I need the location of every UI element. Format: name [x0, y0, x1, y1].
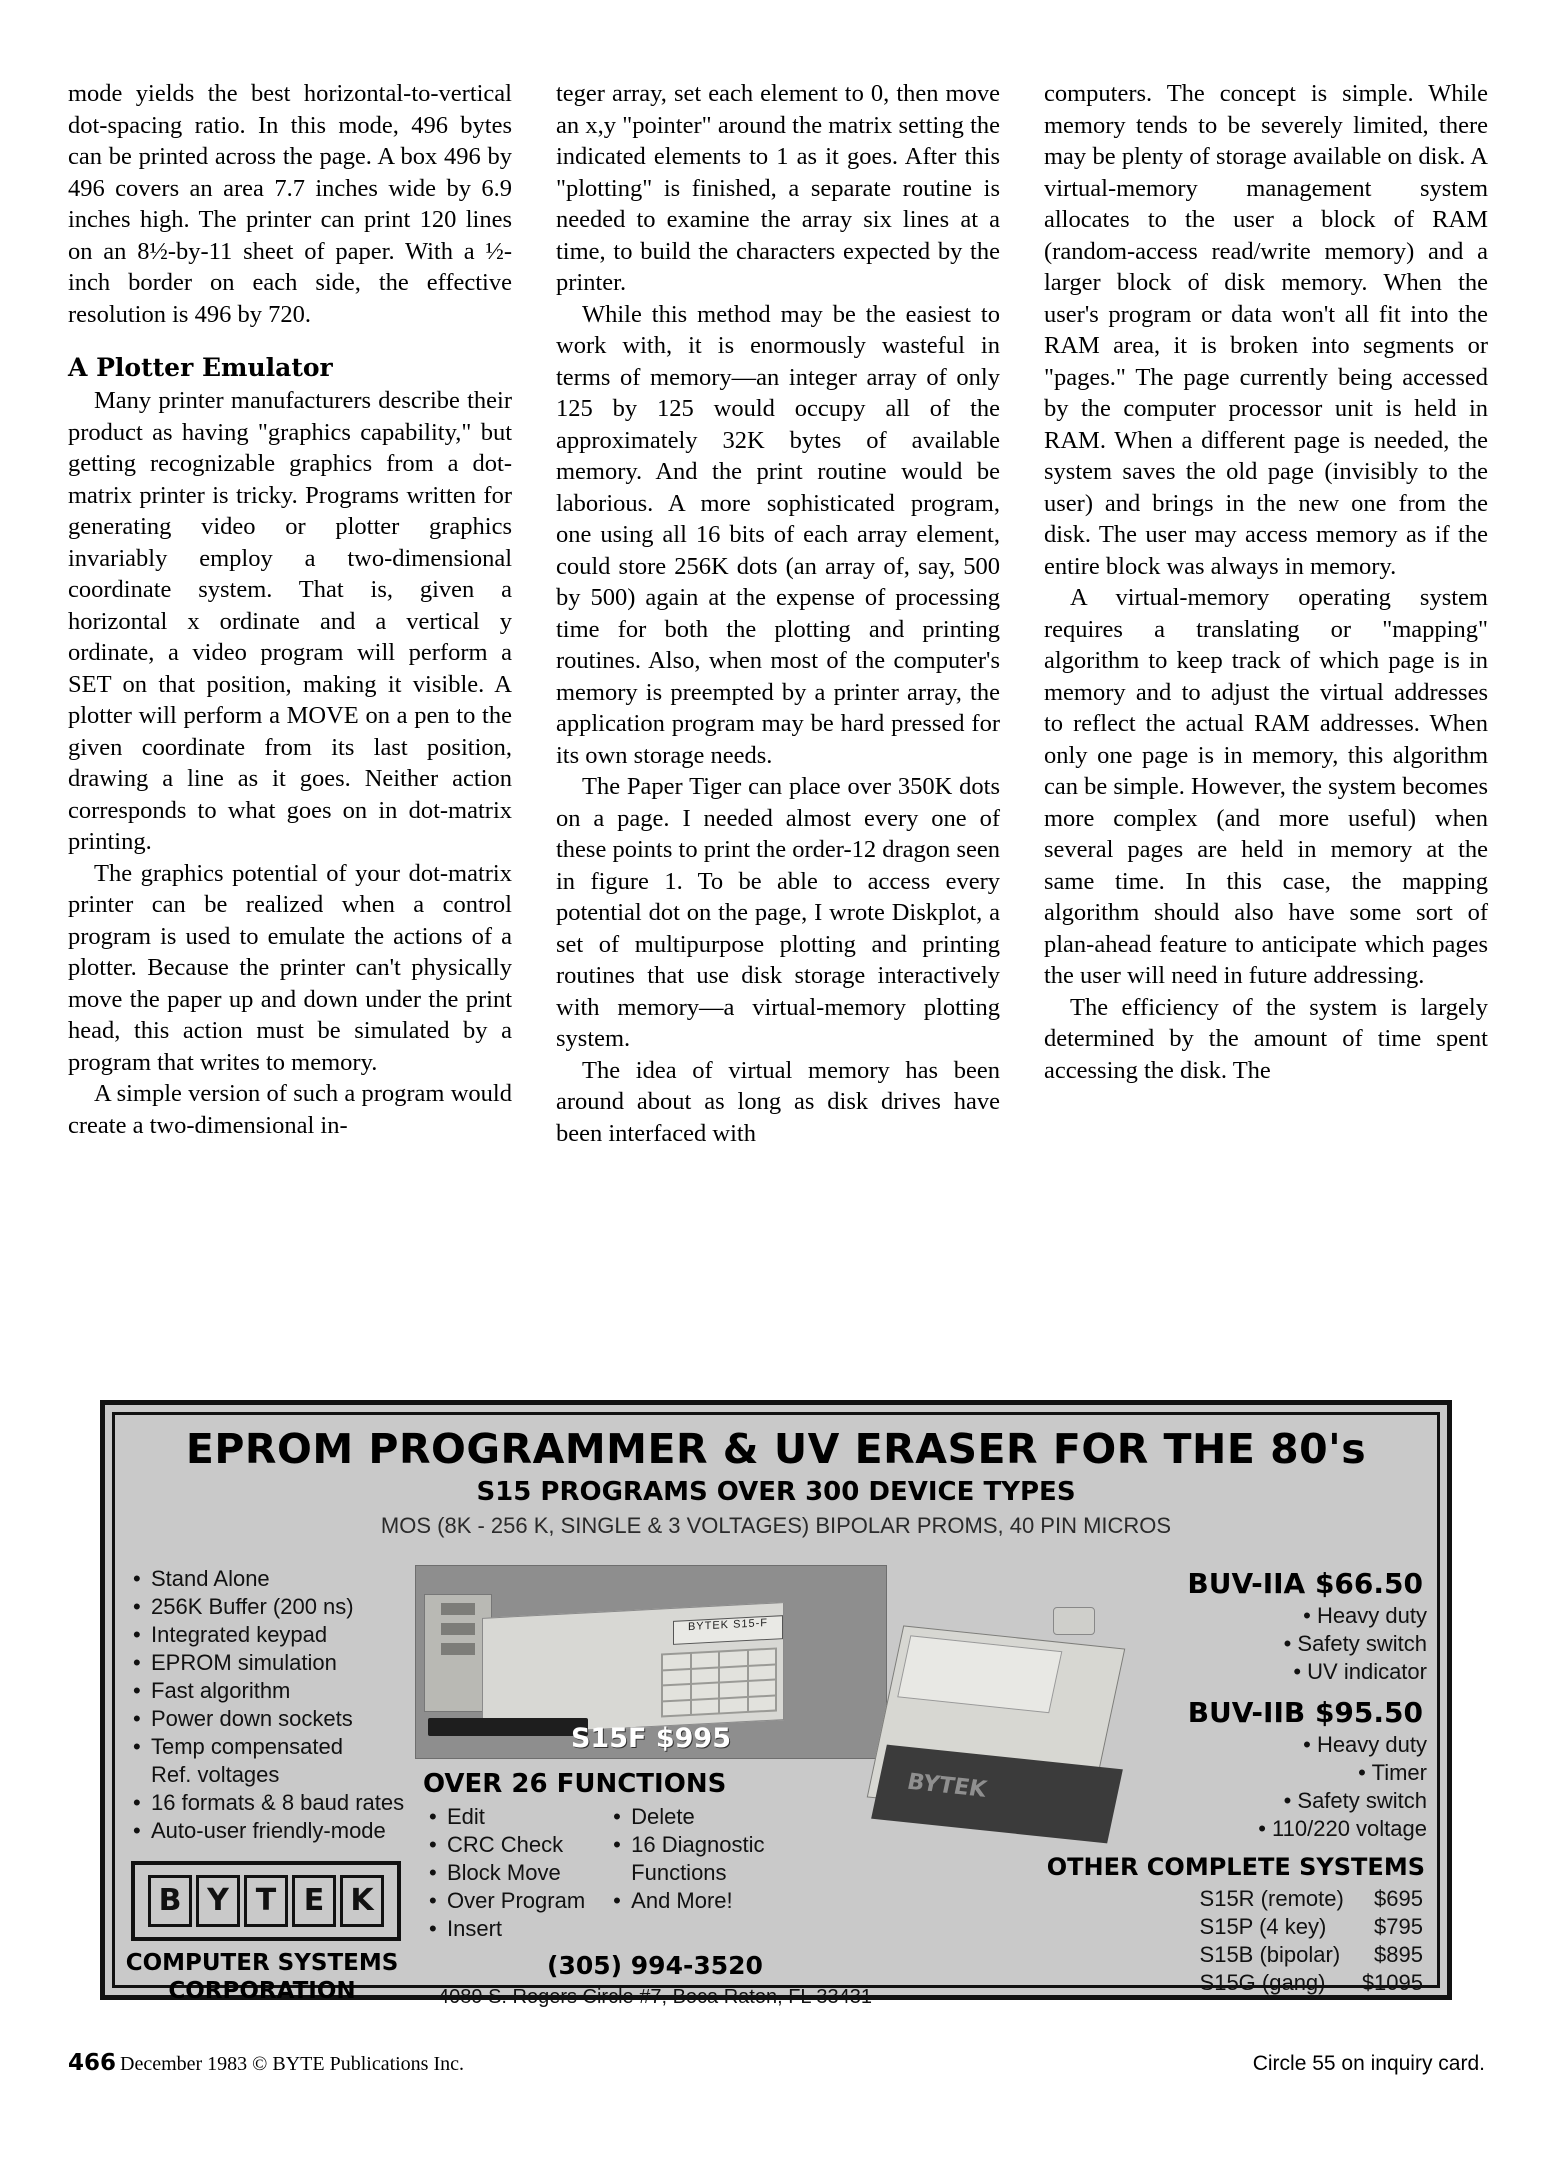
- list-item: • Edit: [423, 1803, 585, 1831]
- list-item: • UV indicator: [905, 1658, 1429, 1686]
- page-footer: [68, 2050, 1485, 2090]
- bytek-logo: [131, 1861, 401, 1941]
- programmer-photo: [415, 1565, 887, 1759]
- list-item: • Heavy duty: [905, 1731, 1429, 1759]
- eraser-brand-label: BYTEK: [904, 1769, 989, 1803]
- ad-subtitle: S15 PROGRAMS OVER 300 DEVICE TYPES: [476, 1477, 1076, 1507]
- phone-number[interactable]: (305) 994-3520: [547, 1951, 763, 1980]
- list-item: Functions: [631, 1860, 727, 1885]
- logo-letter: E: [292, 1875, 336, 1927]
- functions-right-list: [607, 1803, 764, 1943]
- logo-letters: [148, 1875, 384, 1927]
- logo-letter: B: [148, 1875, 192, 1927]
- eraser-label-plate: [897, 1635, 1062, 1713]
- feature-list: [125, 1565, 415, 1845]
- functions-heading: OVER 26 FUNCTIONS: [423, 1769, 727, 1799]
- list-item: • 256K Buffer (200 ns): [125, 1593, 415, 1621]
- product-a-name: BUV-IIA $66.50: [1187, 1567, 1423, 1600]
- paragraph: mode yields the best horizontal-to-vertical dot-spacing ratio. In this mode, 496 bytes can be printed across the page. A box 496 by 496 covers an area 7.7 inches wide by 6.9 inches high. The printer can print 120 lines on an 8½-by-11 sheet of paper. With a ½-inch border on each side, the effective resolution is 496 by 720.: [68, 80, 512, 328]
- other-systems-heading: OTHER COMPLETE SYSTEMS: [1046, 1853, 1425, 1881]
- paragraph: The Paper Tiger can place over 350K dots on a page. I needed almost every one of these points to print the order-12 dragon seen in figure 1. To be able to access every potential dot on the page, I wrote Diskplot, a set of multipurpose plotting and printing routines that use disk storage interactively with memory—a virtual-memory plotting system.: [556, 773, 1000, 1052]
- list-item: Ref. voltages: [151, 1762, 280, 1787]
- article-columns: [68, 78, 1488, 1348]
- product-price-caption: S15F $995: [570, 1723, 731, 1754]
- table-row: [1182, 1913, 1423, 1941]
- system-price: $695: [1374, 1886, 1423, 1911]
- advertisement: [100, 1400, 1452, 2008]
- table-row: [1182, 1885, 1423, 1913]
- ad-frame: [112, 1412, 1440, 2008]
- system-price: $1095: [1361, 1970, 1423, 1995]
- ad-body: [115, 1565, 1437, 2008]
- system-name: S15G (gang): [1199, 1970, 1326, 1995]
- list-item: • Heavy duty: [905, 1602, 1429, 1630]
- ad-subtitle-secondary: MOS (8K - 256 K, SINGLE & 3 VOLTAGES) BIPOLAR PROMS, 40 PIN MICROS: [380, 1513, 1172, 1538]
- list-item: • Fast algorithm: [125, 1677, 415, 1705]
- company-name-line2: CORPORATION: [168, 1978, 356, 2004]
- list-item: • EPROM simulation: [125, 1649, 415, 1677]
- list-item: • Block Move: [423, 1859, 585, 1887]
- list-item: • Insert: [423, 1915, 585, 1943]
- article-column-3: [1044, 78, 1488, 1348]
- system-price: $895: [1374, 1942, 1423, 1967]
- list-item: • Safety switch: [905, 1787, 1429, 1815]
- list-item: • Power down sockets: [125, 1705, 415, 1733]
- table-row: [1182, 1941, 1423, 1969]
- paragraph: A virtual-memory operating system requires a translating or "mapping" algorithm to keep track of which page is in memory and to adjust the virtual addresses to reflect the actual RAM addresses. When only one page is in memory, this algorithm can be simple. However, the system becomes more complex (and more useful) when several pages are held in memory at the same time. In this case, the mapping algorithm should also have some sort of plan-ahead feature to anticipate which pages the user will need in future addressing.: [1044, 584, 1488, 989]
- programmer-body: [482, 1602, 784, 1736]
- paragraph: The idea of virtual memory has been around about as long as disk drives have been interfaced with: [556, 1056, 1000, 1147]
- table-row: [1182, 1969, 1423, 1997]
- paragraph: teger array, set each element to 0, then move an x,y "pointer" around the matrix setting the indicated elements to 1 as it goes. After this "plotting" is finished, a separate routine is needed to examine the array six lines at a time, to build the characters expected by the printer.: [556, 80, 1000, 296]
- list-item: • And More!: [607, 1887, 764, 1915]
- functions-left-list: [423, 1803, 585, 1943]
- list-item: • Timer: [905, 1759, 1429, 1787]
- article-column-1: [68, 78, 512, 1348]
- inquiry-card-note: Circle 55 on inquiry card.: [1252, 2052, 1485, 2075]
- system-name: S15B (bipolar): [1199, 1942, 1341, 1967]
- ad-features-column: [125, 1565, 415, 2005]
- paragraph: computers. The concept is simple. While memory tends to be severely limited, there may be plenty of storage available on disk. A virtual-memory management system allocates to the user a block of RAM (random-access read/write memory) and a larger block of disk memory. When the user's program or data won't all fit into the RAM area, it is broken into segments or "pages." The page currently being accessed by the computer processor unit is held in RAM. When a different page is needed, the system saves the old page (invisibly to the user) and brings in the new one from the disk. The user may access memory as if the entire block was always in memory.: [1044, 80, 1488, 580]
- logo-letter: K: [340, 1875, 384, 1927]
- paragraph: A simple version of such a program would create a two-dimensional in-: [68, 1080, 512, 1139]
- list-item: • 16 formats & 8 baud rates: [125, 1789, 415, 1817]
- paragraph: The graphics potential of your dot-matrix printer can be realized when a control program is used to emulate the actions of a plotter. Because the printer can't physically move the paper up and down under the print head, this action must be simulated by a program that writes to memory.: [68, 859, 512, 1076]
- programmer-display-label: BYTEK S15-F: [673, 1615, 783, 1645]
- other-systems-table: [1182, 1885, 1423, 1997]
- system-name: S15R (remote): [1199, 1886, 1344, 1911]
- list-item: • 16 Diagnostic: [607, 1831, 764, 1859]
- list-item: • Safety switch: [905, 1630, 1429, 1658]
- list-item: • Integrated keypad: [125, 1621, 415, 1649]
- logo-letter: T: [244, 1875, 288, 1927]
- logo-letter: Y: [196, 1875, 240, 1927]
- paragraph: While this method may be the easiest to work with, it is enormously wasteful in terms of memory—an integer array of only 125 by 125 would occupy all of the approximately 32K bytes of available memory. And the print routine would be laborious. A more sophisticated program, one using all 16 bits of each array element, could store 256K dots (an array of, say, 500 by 500) again at the expense of processing time for both the plotting and printing routines. Also, when most of the computer's memory is preempted by a printer array, the application program may be hard pressed for its own storage needs.: [556, 300, 1000, 769]
- paragraph: Many printer manufacturers describe their product as having "graphics capability," but getting recognizable graphics from a dot-matrix printer is tricky. Programs written for generating video or plotter graphics invariably employ a two-dimensional coordinate system. That is, given a horizontal x ordinate and a vertical y ordinate, a video program will perform a SET on that position, making it visible. A plotter will perform a MOVE on a pen to the given coordinate from its last position, drawing a line as it goes. Neither action corresponds to what goes on in dot-matrix printing.: [68, 387, 512, 855]
- list-item: • Over Program: [423, 1887, 585, 1915]
- page-number: 466: [68, 2050, 117, 2076]
- list-item: • 110/220 voltage: [905, 1815, 1429, 1843]
- ad-header: [115, 1425, 1437, 1539]
- list-item: • Auto-user friendly-mode: [125, 1817, 415, 1845]
- list-item: • Stand Alone: [125, 1565, 415, 1593]
- company-address: 4089 S. Rogers Circle #7, Boca Raton, FL 33431: [438, 1986, 872, 2008]
- ad-pricing-column: [905, 1565, 1429, 1997]
- uv-eraser-photo: [885, 1617, 1135, 1847]
- section-heading: A Plotter Emulator: [68, 353, 333, 382]
- imprint-text: December 1983 © BYTE Publications Inc.: [120, 2053, 465, 2075]
- ad-title: EPROM PROGRAMMER & UV ERASER FOR THE 80's: [185, 1425, 1367, 1473]
- paragraph: The efficiency of the system is largely determined by the amount of time spent accessing the disk. The: [1044, 993, 1488, 1084]
- list-item: • Delete: [607, 1803, 764, 1831]
- list-item: • Temp compensated: [125, 1733, 415, 1761]
- product-b-name: BUV-IIB $95.50: [1187, 1696, 1423, 1729]
- system-price: $795: [1374, 1914, 1423, 1939]
- ad-product-column: [415, 1565, 895, 2009]
- company-name: [125, 1949, 399, 2005]
- functions-lists: [423, 1803, 895, 1943]
- system-name: S15P (4 key): [1199, 1914, 1327, 1939]
- company-name-line1: COMPUTER SYSTEMS: [125, 1950, 399, 1976]
- programmer-keypad: [661, 1647, 777, 1717]
- list-item: • CRC Check: [423, 1831, 585, 1859]
- article-column-2: [556, 78, 1000, 1348]
- eraser-knob: [1053, 1607, 1095, 1635]
